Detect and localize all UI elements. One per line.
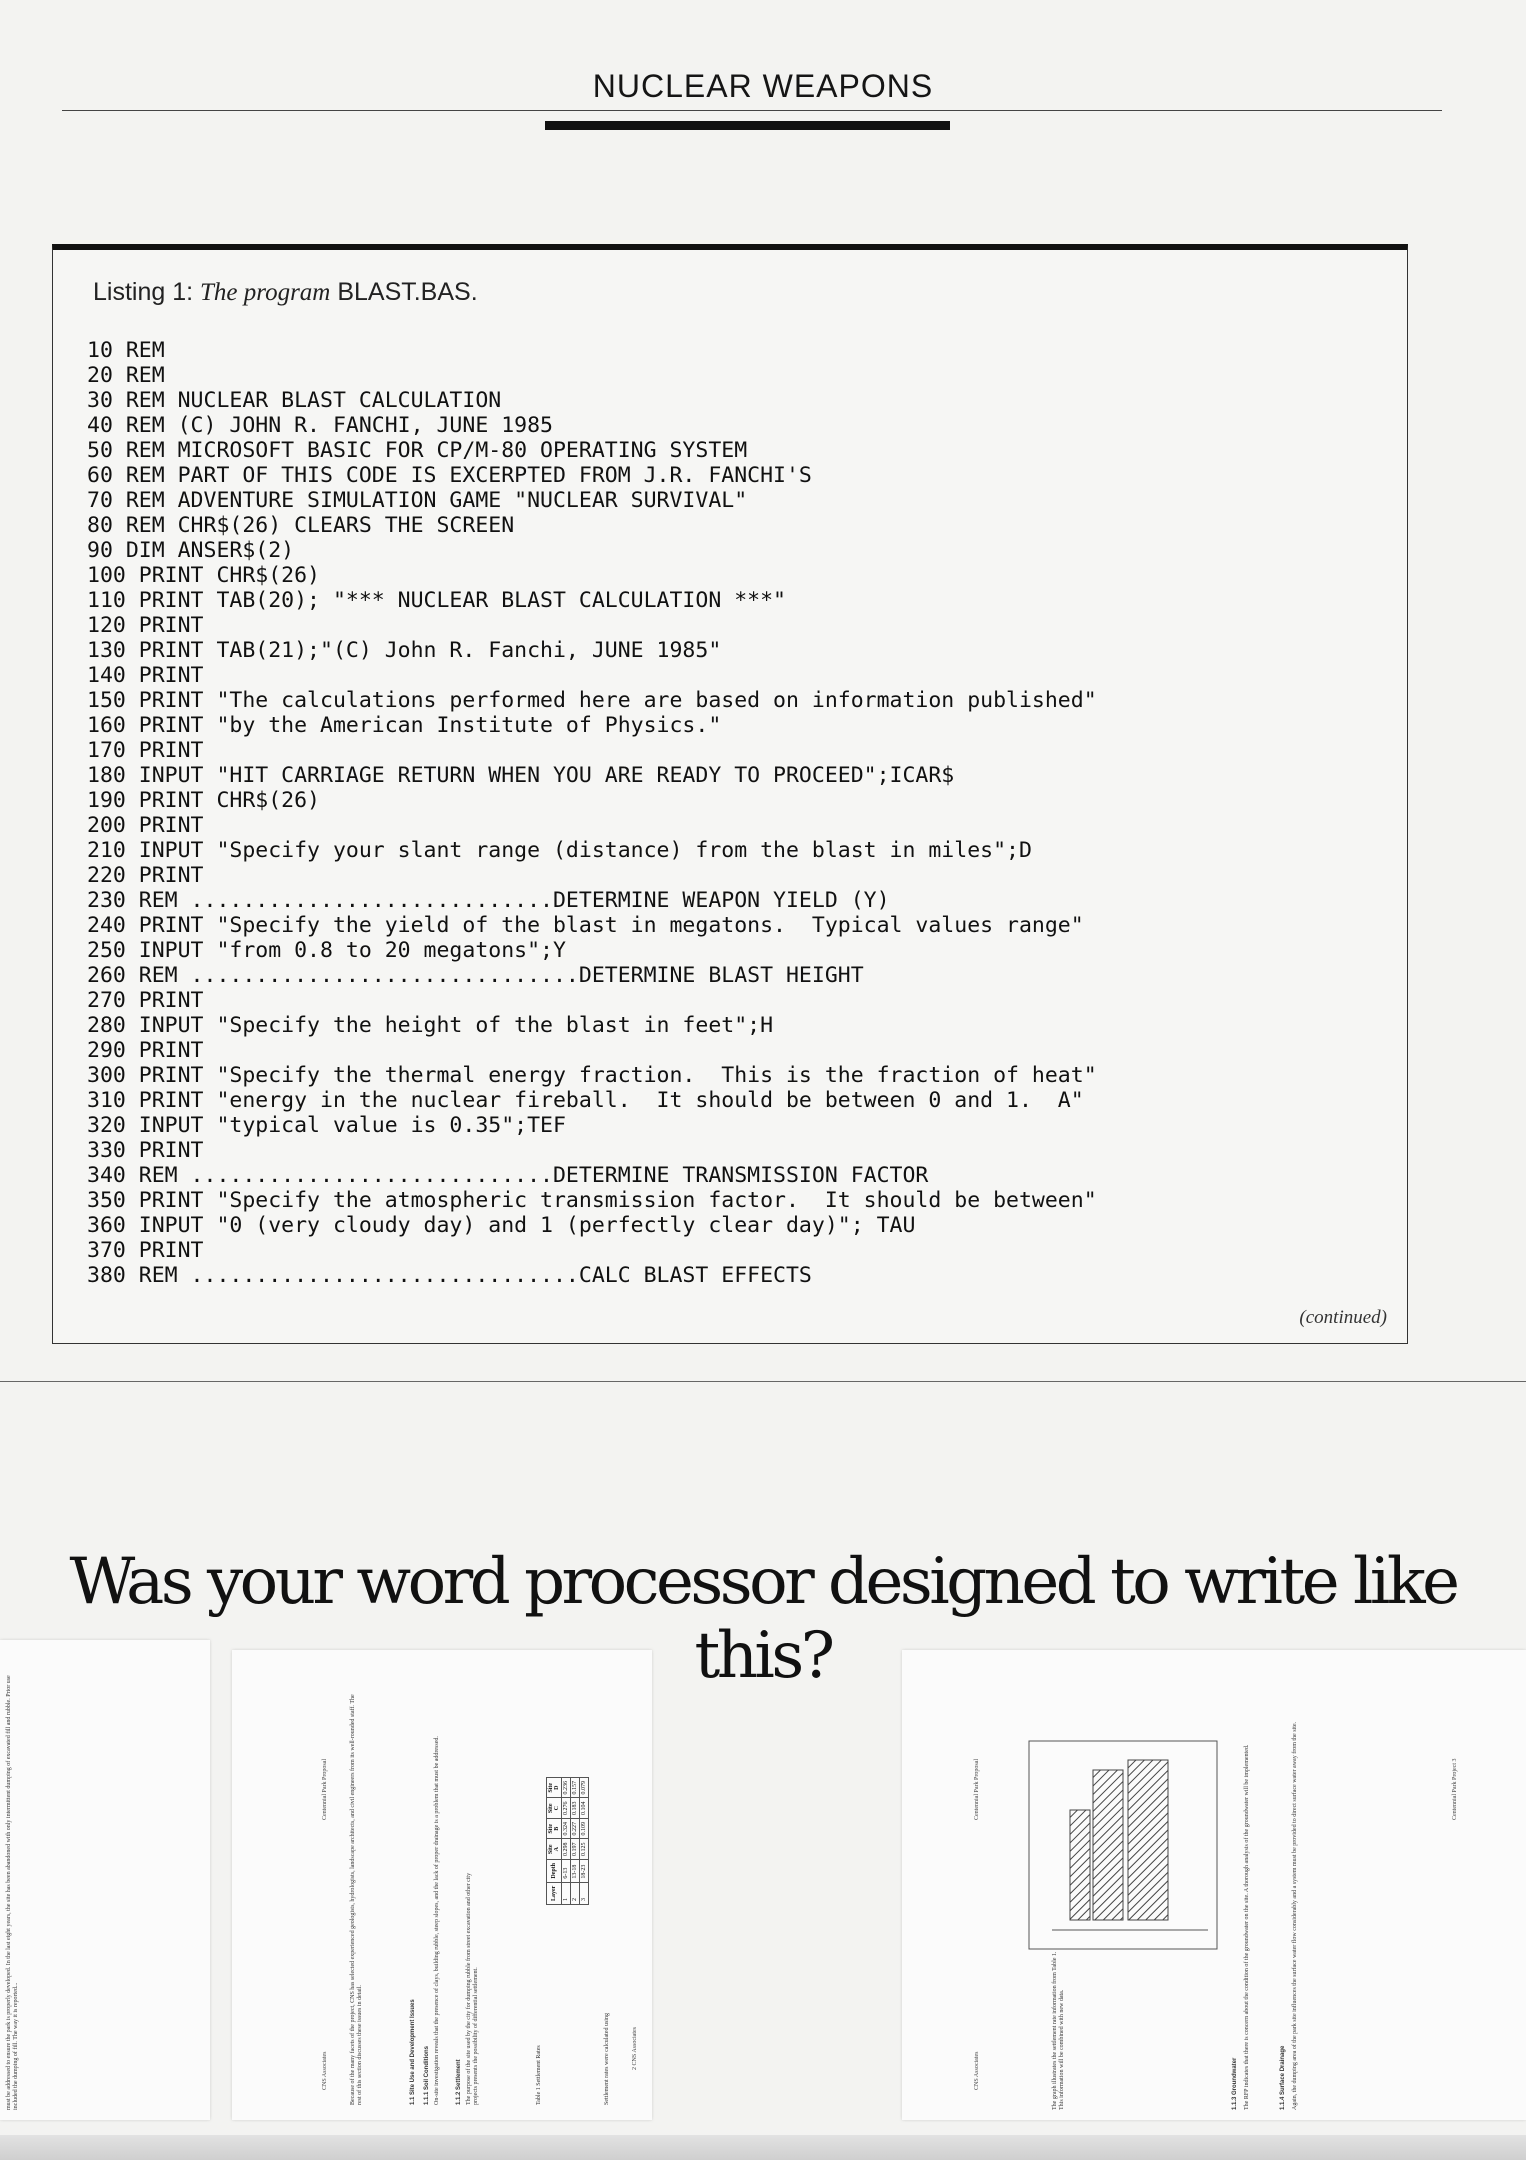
- page3-sec4: [1280, 1690, 1287, 2110]
- page2-sub1: [424, 1685, 431, 2105]
- code-line: 240 PRINT "Specify the yield of the blast in megatons. Typical values range": [87, 913, 1084, 938]
- code-line: 170 PRINT: [87, 738, 204, 763]
- page2-sub2-title: 1.1.2 Settlement: [456, 2059, 462, 2105]
- continued-note: (continued): [1299, 1307, 1387, 1328]
- page2-sub1-text: On-site investigation reveals that the presence of clays, building rubble, steep slopes, and the lack of proper drainage is a problem that must be addressed.: [434, 1736, 440, 2105]
- page2-section: [410, 1685, 417, 2105]
- doc-page-2: [232, 1650, 652, 2120]
- page-header-title: NUCLEAR WEAPONS: [592, 68, 934, 104]
- code-line: 180 INPUT "HIT CARRIAGE RETURN WHEN YOU ARE READY TO PROCEED";ICAR$: [87, 763, 955, 788]
- table-cell: 1: [562, 1882, 571, 1904]
- page3-sec4-title: 1.1.4 Surface Drainage: [1280, 2045, 1286, 2110]
- code-line: 230 REM ............................DETERMINE WEAPON YIELD (Y): [87, 888, 890, 913]
- listing-box: [52, 244, 1408, 1344]
- page3-page-number: Centennial Park Project 3: [1452, 1758, 1458, 1820]
- code-line: 370 PRINT: [87, 1238, 204, 1263]
- code-line: 100 PRINT CHR$(26): [87, 563, 320, 588]
- chart-bar-2: [1093, 1770, 1123, 1920]
- table-header-cell: Site D: [547, 1778, 562, 1799]
- table-cell: 3: [580, 1882, 589, 1904]
- code-line: 310 PRINT "energy in the nuclear fireball. It should be between 0 and 1. A": [87, 1088, 1084, 1113]
- page3-sec3-text: The RFP indicates that there is concern about the condition of the groundwater on the site. A thorough analysis of the groundwater will be implemented.: [1244, 1744, 1250, 2110]
- chart-bar-3: [1070, 1810, 1090, 1920]
- code-line: 250 INPUT "from 0.8 to 20 megatons";Y: [87, 938, 566, 963]
- code-line: 200 PRINT: [87, 813, 204, 838]
- code-line: 60 REM PART OF THIS CODE IS EXCERPTED FROM J.R. FANCHI'S: [87, 463, 812, 488]
- table-cell: 0.298: [562, 1839, 571, 1860]
- page2-table-title: Table 1 Settlement Rates: [536, 2045, 542, 2105]
- header-bar: [545, 121, 950, 130]
- document-pages-strip: [0, 1640, 1526, 2160]
- table-cell: 0.109: [580, 1819, 589, 1840]
- page3-sec3-title: 1.1.3 Groundwater: [1232, 2057, 1238, 2110]
- page3-footer: CNS Associates: [974, 2051, 980, 2090]
- code-line: 260 REM ..............................DETERMINE BLAST HEIGHT: [87, 963, 864, 988]
- page2-sub2: [456, 1685, 463, 2105]
- table-cell: 0.197: [571, 1839, 580, 1860]
- listing-caption: [93, 278, 478, 307]
- code-line: 120 PRINT: [87, 613, 204, 638]
- code-line: 150 PRINT "The calculations performed here are based on information published": [87, 688, 1097, 713]
- code-line: 270 PRINT: [87, 988, 204, 1013]
- code-line: 350 PRINT "Specify the atmospheric transmission factor. It should be between": [87, 1188, 1097, 1213]
- table-header-row: [547, 1778, 562, 1905]
- code-line: 70 REM ADVENTURE SIMULATION GAME "NUCLEAR SURVIVAL": [87, 488, 748, 513]
- settlement-bar-chart: [1028, 1740, 1218, 1950]
- table-cell: 0.236: [562, 1778, 571, 1799]
- code-line: 300 PRINT "Specify the thermal energy fraction. This is the fraction of heat": [87, 1063, 1097, 1088]
- code-line: 80 REM CHR$(26) CLEARS THE SCREEN: [87, 513, 515, 538]
- table-row: [562, 1778, 571, 1905]
- code-line: 160 PRINT "by the American Institute of Physics.": [87, 713, 722, 738]
- page3-sec3: [1232, 1690, 1239, 2110]
- page2-table-note: Settlement rates were calculated using: [604, 2013, 610, 2105]
- code-line: 280 INPUT "Specify the height of the blast in feet";H: [87, 1013, 774, 1038]
- page3-graph-text: The graph illustrates the settlement rate information from Table 1. This information will be combined with new data.: [1052, 1951, 1066, 2110]
- listing-caption-prefix: Listing 1:: [93, 278, 194, 306]
- listing-caption-italic: The program: [200, 279, 331, 306]
- table-cell: 0.104: [580, 1798, 589, 1819]
- code-line: 210 INPUT "Specify your slant range (distance) from the blast in miles";D: [87, 838, 1032, 863]
- code-line: 50 REM MICROSOFT BASIC FOR CP/M-80 OPERATING SYSTEM: [87, 438, 748, 463]
- table-cell: 0.157: [571, 1778, 580, 1799]
- table-header-cell: Site A: [547, 1839, 562, 1860]
- table-cell: 0.324: [562, 1819, 571, 1840]
- table-cell: 0.227: [571, 1819, 580, 1840]
- code-line: 10 REM: [87, 338, 165, 363]
- table-header-cell: Layer: [547, 1882, 562, 1904]
- code-listing: [87, 338, 1097, 1288]
- table-header-cell: Site B: [547, 1819, 562, 1840]
- code-line: 40 REM (C) JOHN R. FANCHI, JUNE 1985: [87, 413, 553, 438]
- code-line: 380 REM ..............................CALC BLAST EFFECTS: [87, 1263, 812, 1288]
- settlement-table: [546, 1777, 589, 1905]
- code-line: 290 PRINT: [87, 1038, 204, 1063]
- table-cell: 2: [571, 1882, 580, 1904]
- code-line: 220 PRINT: [87, 863, 204, 888]
- page2-intro: Because of the many facets of the project, CNS has selected experienced geologists, hydrologists, landscape architects, and civil engineers from its well-rounded staff. The rest of this section discusses these issues in detail.: [350, 1694, 364, 2105]
- header-rule: [62, 110, 1442, 111]
- code-line: 330 PRINT: [87, 1138, 204, 1163]
- code-line: 20 REM: [87, 363, 165, 388]
- code-line: 30 REM NUCLEAR BLAST CALCULATION: [87, 388, 502, 413]
- ad-headline: Was your word processor designed to write like this?: [69, 1545, 1457, 1693]
- code-line: 140 PRINT: [87, 663, 204, 688]
- code-line: 320 INPUT "typical value is 0.35";TEF: [87, 1113, 566, 1138]
- page2-section-title: 1.1 Site Use and Development Issues: [410, 1999, 416, 2105]
- table-cell: 0.276: [562, 1798, 571, 1819]
- code-line: 340 REM ............................DETERMINE TRANSMISSION FACTOR: [87, 1163, 929, 1188]
- table-cell: 6-13: [562, 1860, 571, 1883]
- page2-sub1-title: 1.1.1 Soil Conditions: [424, 2045, 430, 2105]
- page2-sub2-text: The purpose of the site used by the city for dumping rubble from street excavation and other city projects presents the possibility of differential settlement.: [466, 1872, 480, 2105]
- table-cell: 0.125: [580, 1839, 589, 1860]
- table-header-cell: Site C: [547, 1798, 562, 1819]
- table-cell: 0.183: [571, 1798, 580, 1819]
- code-line: 130 PRINT TAB(21);"(C) John R. Fanchi, JUNE 1985": [87, 638, 722, 663]
- table-row: [571, 1778, 580, 1905]
- page3-header: Centennial Park Proposal: [974, 1759, 980, 1820]
- page2-footer: CNS Associates: [322, 2051, 328, 2090]
- section-divider: [0, 1381, 1526, 1382]
- page2-header: Centennial Park Proposal: [322, 1759, 328, 1820]
- table-cell: 18-23: [580, 1860, 589, 1883]
- code-line: 360 INPUT "0 (very cloudy day) and 1 (perfectly clear day)"; TAU: [87, 1213, 916, 1238]
- chart-bar-1: [1128, 1760, 1168, 1920]
- code-line: 90 DIM ANSER$(2): [87, 538, 295, 563]
- page2-page-number: 2 CNS Associates: [632, 2026, 638, 2070]
- page3-sec4-text: Again, the dumping area of the park site influences the surface water flow considerably and a system must be provided to direct surface water away from the site.: [1292, 1721, 1298, 2110]
- table-row: [580, 1778, 589, 1905]
- table-cell: 0.079: [580, 1778, 589, 1799]
- table-header-cell: Depth: [547, 1860, 562, 1883]
- bottom-shadow: [0, 2135, 1526, 2160]
- doc-page-3: [902, 1650, 1526, 2120]
- code-line: 110 PRINT TAB(20); "*** NUCLEAR BLAST CALCULATION ***": [87, 588, 786, 613]
- table-cell: 13-18: [571, 1860, 580, 1883]
- doc-page-1: [0, 1640, 210, 2120]
- code-line: 190 PRINT CHR$(26): [87, 788, 320, 813]
- listing-caption-file: BLAST.BAS.: [337, 278, 478, 306]
- page1-body: must be addressed to ensure the park is properly developed. In the last eight years, the site has been abandoned with only intermittent dumping of excavated fill and rubble. Prior use included the dumping of fill. The way it is reported...: [6, 1675, 20, 2110]
